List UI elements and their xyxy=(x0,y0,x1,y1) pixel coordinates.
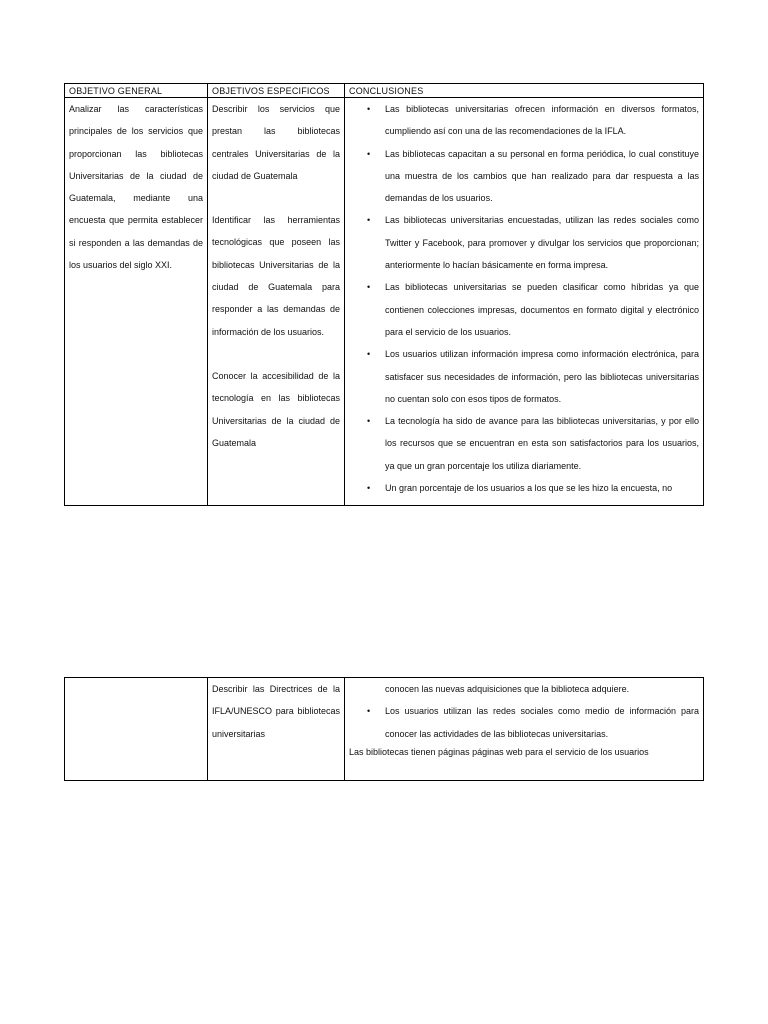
conclusiones-list xyxy=(349,98,699,499)
bullet-icon: • xyxy=(367,282,371,293)
conclusion-continuation: conocen las nuevas adquisiciones que la biblioteca adquiere. xyxy=(385,684,630,694)
header-row xyxy=(65,84,704,98)
conclusiones-cell xyxy=(345,98,704,506)
conclusion-text: Las bibliotecas universitarias encuestadas, utilizan las redes sociales como Twitter y Facebook, para promover y divulgar los servicios que proporcionan; anteriormente lo hacían básicamente en forma impresa. xyxy=(385,215,699,271)
bullet-icon: • xyxy=(367,349,371,360)
table-row xyxy=(65,678,704,781)
objetivo-especifico-3: Conocer la accesibilidad de la tecnología en las bibliotecas Universitarias de la ciudad de Guatemala xyxy=(212,370,340,448)
objetivo-especifico-2: Identificar las herramientas tecnológicas que poseen las bibliotecas Universitarias de la ciudad de Guatemala para responder a las demandas de información de los usuarios. xyxy=(212,215,340,337)
list-item xyxy=(349,343,699,410)
bullet-icon: • xyxy=(367,104,371,114)
header-objetivo-general: OBJETIVO GENERAL xyxy=(65,84,208,98)
list-item xyxy=(349,98,699,143)
objetivos-especificos-cell xyxy=(208,98,345,506)
objetivo-especifico-4: Describir las Directrices de la IFLA/UNESCO para bibliotecas universitarias xyxy=(212,684,340,739)
objetivo-general-cell xyxy=(65,98,208,506)
header-objetivos-especificos: OBJETIVOS ESPECIFICOS xyxy=(208,84,345,98)
conclusion-text: Los usuarios utilizan información impresa como información electrónica, para satisfacer sus necesidades de información, pero las bibliotecas universitarias no cuentan solo con esos tipos de formatos. xyxy=(385,349,699,404)
table-row xyxy=(65,98,704,506)
bullet-icon: • xyxy=(367,416,371,427)
objetivos-especificos-cell xyxy=(208,678,345,781)
conclusion-text: Las bibliotecas capacitan a su personal en forma periódica, lo cual constituye una muestra de los cambios que han realizado para dar respuesta a las demandas de los usuarios. xyxy=(385,148,699,204)
bullet-icon: • xyxy=(367,215,371,226)
bullet-icon: • xyxy=(367,148,371,159)
list-item xyxy=(349,477,699,499)
objectives-table xyxy=(64,83,704,506)
conclusion-text: Los usuarios utilizan las redes sociales como medio de información para conocer las actividades de las bibliotecas universitarias. xyxy=(385,706,699,739)
objetivo-general-cell xyxy=(65,678,208,781)
conclusion-text: La tecnología ha sido de avance para las bibliotecas universitarias, y por ello los recursos que se encuentran en esta son satisfactorios para los usuarios, ya que un gran porcentaje los utiliza diariamente. xyxy=(385,416,699,471)
objectives-table-continued xyxy=(64,677,704,781)
list-item xyxy=(349,410,699,477)
conclusion-text: Un gran porcentaje de los usuarios a los que se les hizo la encuesta, no xyxy=(385,483,673,494)
objetivo-general-text: Analizar las características principales de los servicios que proporcionan las bibliotecas Universitarias de la ciudad de Guatemala, mediante una encuesta que permita establecer si responden a las demandas de los usuarios del siglo XXI. xyxy=(69,104,203,271)
list-item xyxy=(349,209,699,276)
conclusion-text: Las bibliotecas universitarias ofrecen información en diversos formatos, cumpliendo así con una de las recomendaciones de la IFLA. xyxy=(385,104,699,137)
bullet-icon: • xyxy=(367,706,371,717)
conclusiones-cell xyxy=(345,678,704,781)
header-conclusiones: CONCLUSIONES xyxy=(345,84,704,98)
list-item xyxy=(349,143,699,210)
list-item xyxy=(349,276,699,343)
bullet-icon: • xyxy=(367,483,371,494)
conclusion-last: Las bibliotecas tienen páginas páginas web para el servicio de los usuarios xyxy=(349,746,649,757)
list-item xyxy=(349,700,699,745)
conclusiones-list xyxy=(349,700,699,745)
conclusion-text: Las bibliotecas universitarias se pueden clasificar como híbridas ya que contienen colecciones impresas, documentos en formato digital y electrónico para el servicio de los usuarios. xyxy=(385,282,699,337)
objetivo-especifico-1: Describir los servicios que prestan las bibliotecas centrales Universitarias de la ciudad de Guatemala xyxy=(212,104,340,181)
